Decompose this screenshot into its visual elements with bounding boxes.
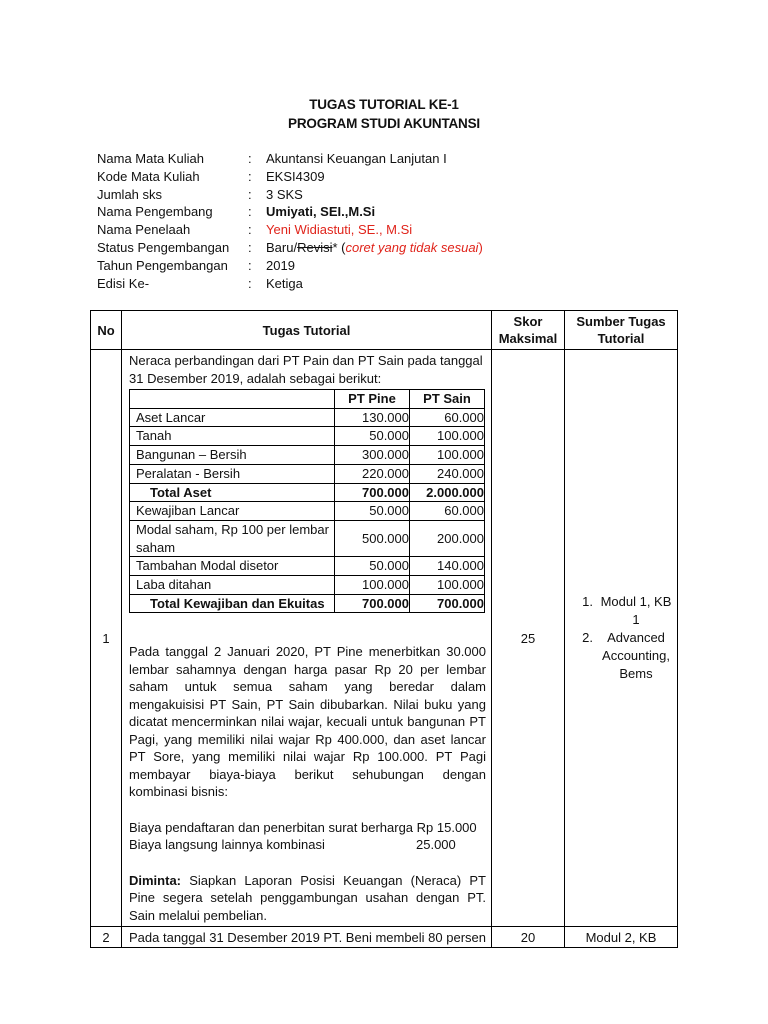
status-note: coret yang tidak sesuai bbox=[345, 239, 479, 255]
line-value-pine: 100.000 bbox=[335, 576, 410, 595]
line-value-pine: 50.000 bbox=[335, 502, 410, 521]
meta-value-status bbox=[266, 239, 483, 257]
meta-label: Nama Penelaah bbox=[97, 222, 191, 238]
table-row bbox=[91, 350, 678, 927]
line-value-pine: 130.000 bbox=[335, 408, 410, 427]
line-label: Aset Lancar bbox=[130, 408, 335, 427]
meta-value: 2019 bbox=[266, 257, 295, 273]
header-no: No bbox=[91, 311, 122, 350]
line-label: Tambahan Modal disetor bbox=[130, 557, 335, 576]
meta-colon: : bbox=[248, 204, 252, 220]
tutorial-table bbox=[90, 310, 678, 948]
line-value-pine: 50.000 bbox=[335, 557, 410, 576]
task-cell bbox=[122, 927, 492, 948]
row-number: 2 bbox=[91, 927, 122, 948]
meta-colon: : bbox=[248, 239, 252, 255]
task-paragraph: Pada tanggal 2 Januari 2020, PT Pine menerbitkan 30.000 lembar sahamnya dengan harga pasar Rp 20 per lembar saham untuk semua saham yang beredar dalam mengakuisisi PT Sain, PT Sain dibubarkan. Nilai buku yang dicatat mencerminkan nilai wajar, kecuali untuk bangunan PT Pagi, yang memiliki nilai wajar Rp 400.000, dan aset lancar PT Sore, yang memiliki nilai wajar Rp 100.000. PT Pagi membayar biaya-biaya berikut sehubungan dengan kombinasi bisnis: bbox=[129, 644, 486, 800]
balance-line bbox=[130, 520, 485, 556]
total-liabilities-pine: 700.000 bbox=[335, 594, 410, 613]
header-score: Skor Maksimal bbox=[492, 311, 565, 350]
status-close: ) bbox=[478, 239, 483, 255]
task-requirement bbox=[129, 872, 486, 925]
meta-value: Akuntansi Keuangan Lanjutan I bbox=[266, 151, 447, 166]
cost-line-1: Biaya pendaftaran dan penerbitan surat berharga Rp 15.000 bbox=[129, 819, 477, 835]
balance-line bbox=[130, 576, 485, 595]
balance-line bbox=[130, 557, 485, 576]
meta-colon: : bbox=[248, 275, 252, 291]
line-label: Tanah bbox=[130, 427, 335, 446]
meta-value: Umiyati, SEI.,M.Si bbox=[266, 204, 376, 220]
task-text: Pada tanggal 31 Desember 2019 PT. Beni membeli 80 persen bbox=[129, 929, 486, 945]
line-label: Bangunan – Bersih bbox=[130, 446, 335, 465]
task-cell bbox=[122, 350, 492, 927]
source-text: Advanced Accounting, Bems bbox=[602, 630, 670, 682]
balance-line bbox=[130, 427, 485, 446]
line-value-pine: 50.000 bbox=[335, 427, 410, 446]
balance-total bbox=[130, 483, 485, 502]
status-new: Baru/ bbox=[266, 239, 298, 255]
cost-amount: 25.000 bbox=[416, 837, 456, 853]
balance-sheet bbox=[129, 389, 485, 613]
balance-total bbox=[130, 594, 485, 613]
meta-value: Yeni Widiastuti, SE., M.Si bbox=[266, 222, 413, 238]
source-cell bbox=[565, 350, 678, 927]
balance-line bbox=[130, 408, 485, 427]
meta-value: Ketiga bbox=[266, 275, 303, 291]
task-intro: Neraca perbandingan dari PT Pain dan PT Sain pada tanggal 31 Desember 2019, adalah sebagai berikut: bbox=[129, 353, 483, 386]
meta-colon: : bbox=[248, 257, 252, 273]
total-assets-label: Total Aset bbox=[130, 483, 335, 502]
meta-colon: : bbox=[248, 186, 252, 202]
requirement-text: Siapkan Laporan Posisi Keuangan (Neraca) PT Pine segera setelah penggambungan usahan dengan PT. Sain melalui pembelian. bbox=[129, 872, 486, 923]
source-cell: Modul 2, KB bbox=[565, 927, 678, 948]
source-num: 2. bbox=[582, 630, 593, 646]
line-value-sain: 200.000 bbox=[410, 520, 485, 556]
meta-label: Edisi Ke- bbox=[97, 275, 150, 291]
line-value-sain: 100.000 bbox=[410, 446, 485, 465]
meta-colon: : bbox=[248, 222, 252, 238]
status-asterisk: * ( bbox=[332, 239, 346, 255]
meta-label: Status Pengembangan bbox=[97, 239, 230, 255]
line-value-sain: 140.000 bbox=[410, 557, 485, 576]
document-title: TUGAS TUTORIAL KE-1 bbox=[309, 97, 459, 112]
line-value-pine: 220.000 bbox=[335, 464, 410, 483]
meta-label: Nama Pengembang bbox=[97, 204, 213, 220]
total-liabilities-sain: 700.000 bbox=[410, 594, 485, 613]
line-value-pine: 500.000 bbox=[335, 520, 410, 556]
source-text: Modul 1, KB 1 bbox=[600, 594, 672, 628]
total-liabilities-label: Total Kewajiban dan Ekuitas bbox=[130, 594, 335, 613]
score-cell: 25 bbox=[492, 350, 565, 927]
cost-label: Biaya langsung lainnya kombinasi bbox=[129, 837, 325, 853]
line-value-sain: 60.000 bbox=[410, 408, 485, 427]
balance-line bbox=[130, 446, 485, 465]
meta-label: Kode Mata Kuliah bbox=[97, 168, 200, 184]
line-value-sain: 100.000 bbox=[410, 427, 485, 446]
total-assets-pine: 700.000 bbox=[335, 483, 410, 502]
score-cell: 20 bbox=[492, 927, 565, 948]
line-label: Laba ditahan bbox=[130, 576, 335, 595]
header-source: Sumber Tugas Tutorial bbox=[565, 311, 678, 350]
meta-value: 3 SKS bbox=[266, 186, 303, 202]
col-pt-sain: PT Sain bbox=[410, 390, 485, 409]
source-num: 1. bbox=[582, 594, 593, 610]
line-value-sain: 100.000 bbox=[410, 576, 485, 595]
meta-label: Tahun Pengembangan bbox=[97, 257, 228, 273]
meta-colon: : bbox=[248, 151, 252, 166]
program-title: PROGRAM STUDI AKUNTANSI bbox=[288, 116, 480, 131]
col-pt-pine: PT Pine bbox=[335, 390, 410, 409]
header-task: Tugas Tutorial bbox=[122, 311, 492, 350]
cost-line-2 bbox=[129, 836, 486, 854]
balance-header bbox=[130, 390, 485, 409]
meta-value: EKSI4309 bbox=[266, 168, 325, 184]
line-value-sain: 60.000 bbox=[410, 502, 485, 521]
line-value-pine: 300.000 bbox=[335, 446, 410, 465]
requirement-label: Diminta: bbox=[129, 872, 181, 888]
row-number: 1 bbox=[91, 350, 122, 927]
line-label: Peralatan - Bersih bbox=[130, 464, 335, 483]
meta-colon: : bbox=[248, 168, 252, 184]
total-assets-sain: 2.000.000 bbox=[410, 483, 485, 502]
line-value-sain: 240.000 bbox=[410, 464, 485, 483]
balance-line bbox=[130, 464, 485, 483]
line-label: Kewajiban Lancar bbox=[130, 502, 335, 521]
balance-line bbox=[130, 502, 485, 521]
meta-label: Jumlah sks bbox=[97, 186, 163, 202]
status-revision-struck: Revisi bbox=[297, 239, 333, 255]
table-row bbox=[91, 927, 678, 948]
source-item bbox=[571, 629, 673, 683]
meta-label: Nama Mata Kuliah bbox=[97, 151, 204, 166]
source-item bbox=[571, 593, 673, 629]
line-label: Modal saham, Rp 100 per lembar saham bbox=[130, 520, 335, 556]
table-header-row bbox=[91, 311, 678, 350]
